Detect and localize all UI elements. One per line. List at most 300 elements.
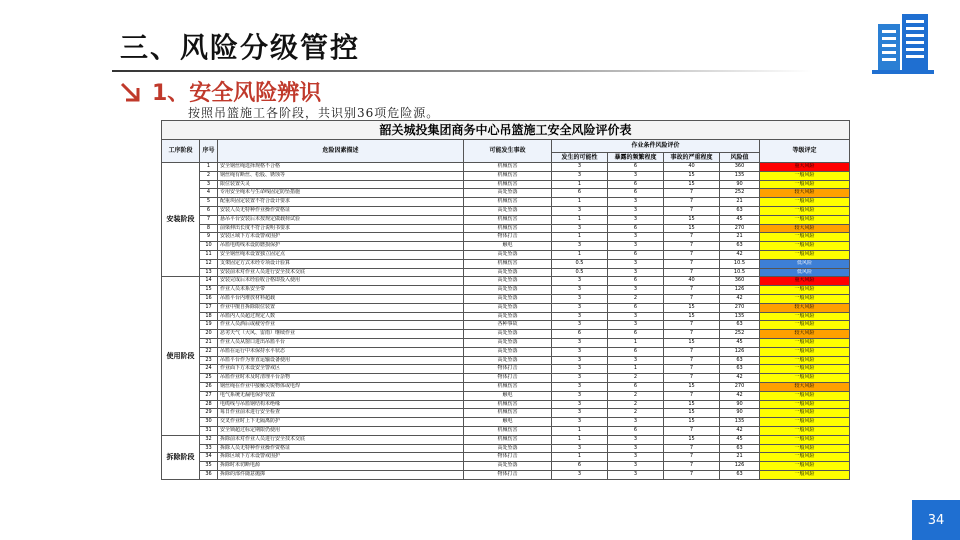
- cell-C: 7: [664, 365, 720, 374]
- cell-C: 7: [664, 294, 720, 303]
- cell-C: 15: [664, 171, 720, 180]
- cell-hazard: 安全钢丝绳未设置独立固定点: [218, 250, 464, 259]
- cell-E: 6: [608, 303, 664, 312]
- cell-accident: 物体打击: [464, 374, 552, 383]
- cell-D: 360: [720, 277, 760, 286]
- cell-L: 3: [552, 224, 608, 233]
- cell-hazard: 钢丝绳有断丝、松股、锈蚀等: [218, 171, 464, 180]
- cell-accident: 触电: [464, 418, 552, 427]
- cell-no: 15: [200, 286, 218, 295]
- cell-no: 29: [200, 409, 218, 418]
- cell-accident: 机械伤害: [464, 409, 552, 418]
- cell-level: 一般风险: [760, 470, 850, 479]
- header-level: 等级评定: [760, 140, 850, 163]
- cell-D: 42: [720, 374, 760, 383]
- table-row: [162, 312, 850, 321]
- cell-D: 126: [720, 347, 760, 356]
- title-underline: [112, 70, 812, 72]
- cell-level: 重大风险: [760, 163, 850, 172]
- cell-L: 3: [552, 418, 608, 427]
- cell-L: 3: [552, 206, 608, 215]
- table-row: [162, 470, 850, 479]
- cell-E: 3: [608, 198, 664, 207]
- header-no: 序号: [200, 140, 218, 163]
- cell-accident: 高处坠落: [464, 444, 552, 453]
- cell-D: 126: [720, 462, 760, 471]
- table-row: [162, 233, 850, 242]
- cell-accident: 机械伤害: [464, 198, 552, 207]
- cell-E: 6: [608, 180, 664, 189]
- cell-L: 3: [552, 365, 608, 374]
- cell-no: 25: [200, 374, 218, 383]
- cell-hazard: 每日作业前未进行安全检查: [218, 409, 464, 418]
- cell-E: 3: [608, 268, 664, 277]
- cell-D: 252: [720, 330, 760, 339]
- cell-no: 21: [200, 338, 218, 347]
- cell-L: 1: [552, 426, 608, 435]
- cell-C: 7: [664, 374, 720, 383]
- cell-L: 1: [552, 180, 608, 189]
- cell-accident: 机械伤害: [464, 382, 552, 391]
- cell-E: 2: [608, 391, 664, 400]
- page-number: 34: [912, 500, 960, 540]
- cell-C: 7: [664, 189, 720, 198]
- cell-L: 6: [552, 330, 608, 339]
- cell-D: 21: [720, 198, 760, 207]
- cell-hazard: 安全锁超过标定期限仍使用: [218, 426, 464, 435]
- cell-accident: 高处坠落: [464, 250, 552, 259]
- cell-level: 较大风险: [760, 224, 850, 233]
- cell-C: 15: [664, 312, 720, 321]
- cell-D: 42: [720, 294, 760, 303]
- cell-E: 3: [608, 462, 664, 471]
- cell-C: 15: [664, 435, 720, 444]
- cell-no: 18: [200, 312, 218, 321]
- cell-D: 45: [720, 338, 760, 347]
- cell-L: 6: [552, 462, 608, 471]
- cell-accident: 机械伤害: [464, 224, 552, 233]
- header-eval: 作业条件风险评价: [552, 140, 760, 153]
- cell-L: 3: [552, 409, 608, 418]
- cell-E: 2: [608, 409, 664, 418]
- table-row: [162, 242, 850, 251]
- cell-no: 22: [200, 347, 218, 356]
- table-row: [162, 356, 850, 365]
- cell-D: 135: [720, 312, 760, 321]
- cell-level: 一般风险: [760, 356, 850, 365]
- cell-L: 3: [552, 374, 608, 383]
- cell-no: 19: [200, 321, 218, 330]
- cell-hazard: 吊篮平台内堆放材料超载: [218, 294, 464, 303]
- cell-E: 3: [608, 453, 664, 462]
- subheading-text: 1、安全风险辨识: [152, 81, 322, 106]
- cell-level: 一般风险: [760, 435, 850, 444]
- table-row: [162, 206, 850, 215]
- cell-D: 90: [720, 409, 760, 418]
- cell-L: 0.5: [552, 259, 608, 268]
- cell-level: 重大风险: [760, 277, 850, 286]
- cell-C: 15: [664, 215, 720, 224]
- cell-E: 6: [608, 347, 664, 356]
- cell-no: 31: [200, 426, 218, 435]
- table-row: [162, 435, 850, 444]
- cell-L: 1: [552, 198, 608, 207]
- table-row: [162, 453, 850, 462]
- cell-hazard: 前梁伸出长度不符合说明书要求: [218, 224, 464, 233]
- cell-C: 7: [664, 426, 720, 435]
- cell-E: 3: [608, 435, 664, 444]
- cell-C: 15: [664, 418, 720, 427]
- cell-accident: 高处坠落: [464, 268, 552, 277]
- cell-D: 45: [720, 435, 760, 444]
- cell-L: 1: [552, 250, 608, 259]
- cell-D: 270: [720, 224, 760, 233]
- cell-level: 低风险: [760, 268, 850, 277]
- table-row: [162, 180, 850, 189]
- cell-C: 15: [664, 303, 720, 312]
- cell-level: 一般风险: [760, 250, 850, 259]
- cell-hazard: 拆除区域下方未设警戒围护: [218, 453, 464, 462]
- cell-accident: 物体打击: [464, 470, 552, 479]
- cell-L: 3: [552, 242, 608, 251]
- cell-accident: 高处坠落: [464, 330, 552, 339]
- cell-level: 一般风险: [760, 400, 850, 409]
- cell-L: 3: [552, 171, 608, 180]
- cell-D: 63: [720, 242, 760, 251]
- cell-no: 10: [200, 242, 218, 251]
- cell-L: 3: [552, 391, 608, 400]
- cell-C: 7: [664, 453, 720, 462]
- cell-level: 一般风险: [760, 233, 850, 242]
- cell-L: 1: [552, 435, 608, 444]
- cell-C: 7: [664, 233, 720, 242]
- table-row: [162, 303, 850, 312]
- section-subheading: [118, 76, 321, 107]
- table-row: [162, 198, 850, 207]
- table-row: [162, 294, 850, 303]
- cell-hazard: 安全钢丝绳选择规格不合格: [218, 163, 464, 172]
- cell-accident: 机械伤害: [464, 163, 552, 172]
- cell-hazard: 作业人员未系安全带: [218, 286, 464, 295]
- cell-no: 33: [200, 444, 218, 453]
- cell-hazard: 电缆线与吊篮钢结构未绝缘: [218, 400, 464, 409]
- cell-C: 15: [664, 338, 720, 347]
- table-row: [162, 347, 850, 356]
- cell-E: 3: [608, 206, 664, 215]
- cell-hazard: 拆除时未切断电源: [218, 462, 464, 471]
- stage-cell: 安装阶段: [162, 163, 200, 277]
- cell-E: 6: [608, 330, 664, 339]
- cell-hazard: 钢丝绳在作业中接触尖锐物体或电焊: [218, 382, 464, 391]
- hazard-note: 按照吊篮施工各阶段，共识别36项危险源。: [188, 106, 440, 120]
- cell-C: 7: [664, 330, 720, 339]
- cell-level: 较大风险: [760, 189, 850, 198]
- cell-E: 3: [608, 470, 664, 479]
- cell-L: 0.5: [552, 268, 608, 277]
- cell-accident: 物体打击: [464, 365, 552, 374]
- cell-level: 一般风险: [760, 198, 850, 207]
- cell-E: 3: [608, 418, 664, 427]
- cell-accident: 机械伤害: [464, 400, 552, 409]
- cell-level: 一般风险: [760, 426, 850, 435]
- cell-L: 3: [552, 294, 608, 303]
- cell-level: 一般风险: [760, 286, 850, 295]
- cell-accident: 高处坠落: [464, 286, 552, 295]
- cell-accident: 机械伤害: [464, 215, 552, 224]
- header-D: 风险值: [720, 153, 760, 163]
- cell-C: 40: [664, 277, 720, 286]
- cell-D: 360: [720, 163, 760, 172]
- cell-C: 40: [664, 163, 720, 172]
- cell-level: 较大风险: [760, 330, 850, 339]
- cell-hazard: 吊篮作业时未及时清理平台杂物: [218, 374, 464, 383]
- header-accident: 可能发生事故: [464, 140, 552, 163]
- cell-E: 3: [608, 259, 664, 268]
- cell-level: 一般风险: [760, 312, 850, 321]
- cell-C: 15: [664, 400, 720, 409]
- cell-no: 1: [200, 163, 218, 172]
- cell-level: 一般风险: [760, 206, 850, 215]
- cell-no: 35: [200, 462, 218, 471]
- cell-level: 一般风险: [760, 338, 850, 347]
- cell-accident: 高处坠落: [464, 294, 552, 303]
- cell-L: 3: [552, 356, 608, 365]
- cell-accident: 高处坠落: [464, 303, 552, 312]
- cell-no: 6: [200, 206, 218, 215]
- cell-E: 3: [608, 233, 664, 242]
- cell-D: 270: [720, 303, 760, 312]
- cell-D: 63: [720, 444, 760, 453]
- cell-D: 126: [720, 286, 760, 295]
- cell-accident: 高处坠落: [464, 189, 552, 198]
- cell-no: 26: [200, 382, 218, 391]
- cell-L: 3: [552, 382, 608, 391]
- cell-D: 90: [720, 400, 760, 409]
- cell-E: 1: [608, 338, 664, 347]
- table-row: [162, 259, 850, 268]
- cell-accident: 物体打击: [464, 453, 552, 462]
- table-row: [162, 277, 850, 286]
- table-row: [162, 400, 850, 409]
- cell-hazard: 吊篮平台作为垂直运输设备使用: [218, 356, 464, 365]
- cell-C: 7: [664, 356, 720, 365]
- cell-hazard: 限位装置失灵: [218, 180, 464, 189]
- page-title: 三、风险分级管控: [120, 31, 361, 64]
- cell-hazard: 支架固定方式未经专项设计验算: [218, 259, 464, 268]
- header-hazard: 危险因素描述: [218, 140, 464, 163]
- cell-D: 90: [720, 180, 760, 189]
- cell-L: 1: [552, 233, 608, 242]
- table-row: [162, 338, 850, 347]
- cell-C: 15: [664, 224, 720, 233]
- table-row: [162, 268, 850, 277]
- table-row: [162, 215, 850, 224]
- cell-level: 一般风险: [760, 171, 850, 180]
- cell-no: 28: [200, 400, 218, 409]
- cell-hazard: 专用安全绳未与生命线固定防坠措施: [218, 189, 464, 198]
- cell-no: 32: [200, 435, 218, 444]
- cell-level: 一般风险: [760, 215, 850, 224]
- table-caption: 韶关城投集团商务中心吊篮施工安全风险评价表: [162, 121, 850, 140]
- cell-D: 42: [720, 426, 760, 435]
- cell-accident: 高处坠落: [464, 347, 552, 356]
- cell-E: 6: [608, 189, 664, 198]
- cell-no: 23: [200, 356, 218, 365]
- cell-L: 3: [552, 444, 608, 453]
- cell-no: 5: [200, 198, 218, 207]
- cell-hazard: 安装前未对作业人员进行安全技术交底: [218, 268, 464, 277]
- cell-hazard: 作业中擅自拆除限位装置: [218, 303, 464, 312]
- cell-L: 3: [552, 303, 608, 312]
- cell-level: 较大风险: [760, 382, 850, 391]
- cell-level: 一般风险: [760, 180, 850, 189]
- cell-D: 10.5: [720, 259, 760, 268]
- cell-level: 一般风险: [760, 374, 850, 383]
- header-E: 暴露的频繁程度: [608, 153, 664, 163]
- table-row: [162, 171, 850, 180]
- cell-D: 63: [720, 356, 760, 365]
- cell-C: 7: [664, 268, 720, 277]
- cell-L: 1: [552, 215, 608, 224]
- cell-hazard: 电气系统无漏电保护装置: [218, 391, 464, 400]
- cell-D: 21: [720, 233, 760, 242]
- cell-L: 3: [552, 163, 608, 172]
- cell-E: 3: [608, 215, 664, 224]
- cell-D: 63: [720, 365, 760, 374]
- cell-C: 7: [664, 286, 720, 295]
- cell-accident: 高处坠落: [464, 277, 552, 286]
- stage-cell: 使用阶段: [162, 277, 200, 435]
- cell-level: 一般风险: [760, 321, 850, 330]
- cell-E: 6: [608, 250, 664, 259]
- cell-hazard: 作业人员从窗口进出吊篮平台: [218, 338, 464, 347]
- cell-accident: 高处坠落: [464, 312, 552, 321]
- cell-E: 6: [608, 277, 664, 286]
- cell-no: 16: [200, 294, 218, 303]
- cell-D: 63: [720, 321, 760, 330]
- header-stage: 工序阶段: [162, 140, 200, 163]
- cell-hazard: 配重块固定装置不符合设计要求: [218, 198, 464, 207]
- cell-no: 11: [200, 250, 218, 259]
- building-logo-icon: [868, 8, 938, 78]
- cell-hazard: 作业面下方未设安全警戒区: [218, 365, 464, 374]
- cell-C: 7: [664, 462, 720, 471]
- table-row: [162, 391, 850, 400]
- cell-hazard: 恶劣天气（大风、雷雨）继续作业: [218, 330, 464, 339]
- table-row: [162, 286, 850, 295]
- stage-cell: 拆除阶段: [162, 435, 200, 479]
- cell-no: 27: [200, 391, 218, 400]
- cell-level: 一般风险: [760, 453, 850, 462]
- cell-L: 3: [552, 470, 608, 479]
- cell-L: 3: [552, 277, 608, 286]
- cell-D: 63: [720, 470, 760, 479]
- cell-hazard: 悬吊平台安装后未按规定做载荷试验: [218, 215, 464, 224]
- cell-hazard: 拆除前未对作业人员进行安全技术交底: [218, 435, 464, 444]
- arrow-down-right-icon: [118, 80, 142, 104]
- cell-level: 一般风险: [760, 391, 850, 400]
- cell-no: 9: [200, 233, 218, 242]
- cell-C: 15: [664, 180, 720, 189]
- cell-D: 42: [720, 250, 760, 259]
- cell-accident: 高处坠落: [464, 206, 552, 215]
- cell-E: 2: [608, 400, 664, 409]
- cell-E: 6: [608, 382, 664, 391]
- table-row: [162, 224, 850, 233]
- cell-no: 13: [200, 268, 218, 277]
- cell-C: 7: [664, 321, 720, 330]
- cell-no: 34: [200, 453, 218, 462]
- cell-no: 17: [200, 303, 218, 312]
- table-row: [162, 444, 850, 453]
- cell-C: 15: [664, 409, 720, 418]
- cell-level: 一般风险: [760, 444, 850, 453]
- cell-no: 8: [200, 224, 218, 233]
- cell-hazard: 拆除人员无特种作业操作资格证: [218, 444, 464, 453]
- cell-no: 30: [200, 418, 218, 427]
- cell-E: 3: [608, 286, 664, 295]
- cell-no: 14: [200, 277, 218, 286]
- cell-C: 7: [664, 347, 720, 356]
- cell-C: 7: [664, 250, 720, 259]
- table-row: [162, 374, 850, 383]
- cell-E: 3: [608, 171, 664, 180]
- cell-C: 15: [664, 382, 720, 391]
- cell-no: 3: [200, 180, 218, 189]
- cell-D: 42: [720, 391, 760, 400]
- cell-hazard: 拆除的部件随意抛掷: [218, 470, 464, 479]
- cell-accident: 高处坠落: [464, 356, 552, 365]
- table-row: [162, 382, 850, 391]
- cell-E: 6: [608, 163, 664, 172]
- table-row: [162, 189, 850, 198]
- cell-D: 45: [720, 215, 760, 224]
- cell-D: 252: [720, 189, 760, 198]
- cell-C: 7: [664, 391, 720, 400]
- cell-no: 7: [200, 215, 218, 224]
- cell-level: 一般风险: [760, 242, 850, 251]
- cell-D: 21: [720, 453, 760, 462]
- table-row: [162, 250, 850, 259]
- cell-no: 20: [200, 330, 218, 339]
- cell-no: 4: [200, 189, 218, 198]
- cell-E: 3: [608, 321, 664, 330]
- cell-level: 一般风险: [760, 365, 850, 374]
- header-C: 事故的严重程度: [664, 153, 720, 163]
- cell-hazard: 作业人员酒后或疲劳作业: [218, 321, 464, 330]
- cell-accident: 机械伤害: [464, 259, 552, 268]
- cell-E: 3: [608, 242, 664, 251]
- cell-accident: 物体打击: [464, 233, 552, 242]
- cell-C: 7: [664, 444, 720, 453]
- table-row: [162, 330, 850, 339]
- header-L: 发生的可能性: [552, 153, 608, 163]
- cell-C: 7: [664, 242, 720, 251]
- cell-E: 2: [608, 374, 664, 383]
- risk-table-wrapper: [161, 120, 849, 480]
- cell-hazard: 吊篮内人员超过规定人数: [218, 312, 464, 321]
- cell-C: 7: [664, 206, 720, 215]
- cell-L: 6: [552, 189, 608, 198]
- cell-hazard: 安装完成后未经验收合格即投入使用: [218, 277, 464, 286]
- table-row: [162, 409, 850, 418]
- cell-level: 一般风险: [760, 462, 850, 471]
- cell-hazard: 安装区域下方未设警戒围护: [218, 233, 464, 242]
- cell-accident: 触电: [464, 391, 552, 400]
- cell-E: 3: [608, 444, 664, 453]
- table-row: [162, 418, 850, 427]
- cell-accident: 机械伤害: [464, 426, 552, 435]
